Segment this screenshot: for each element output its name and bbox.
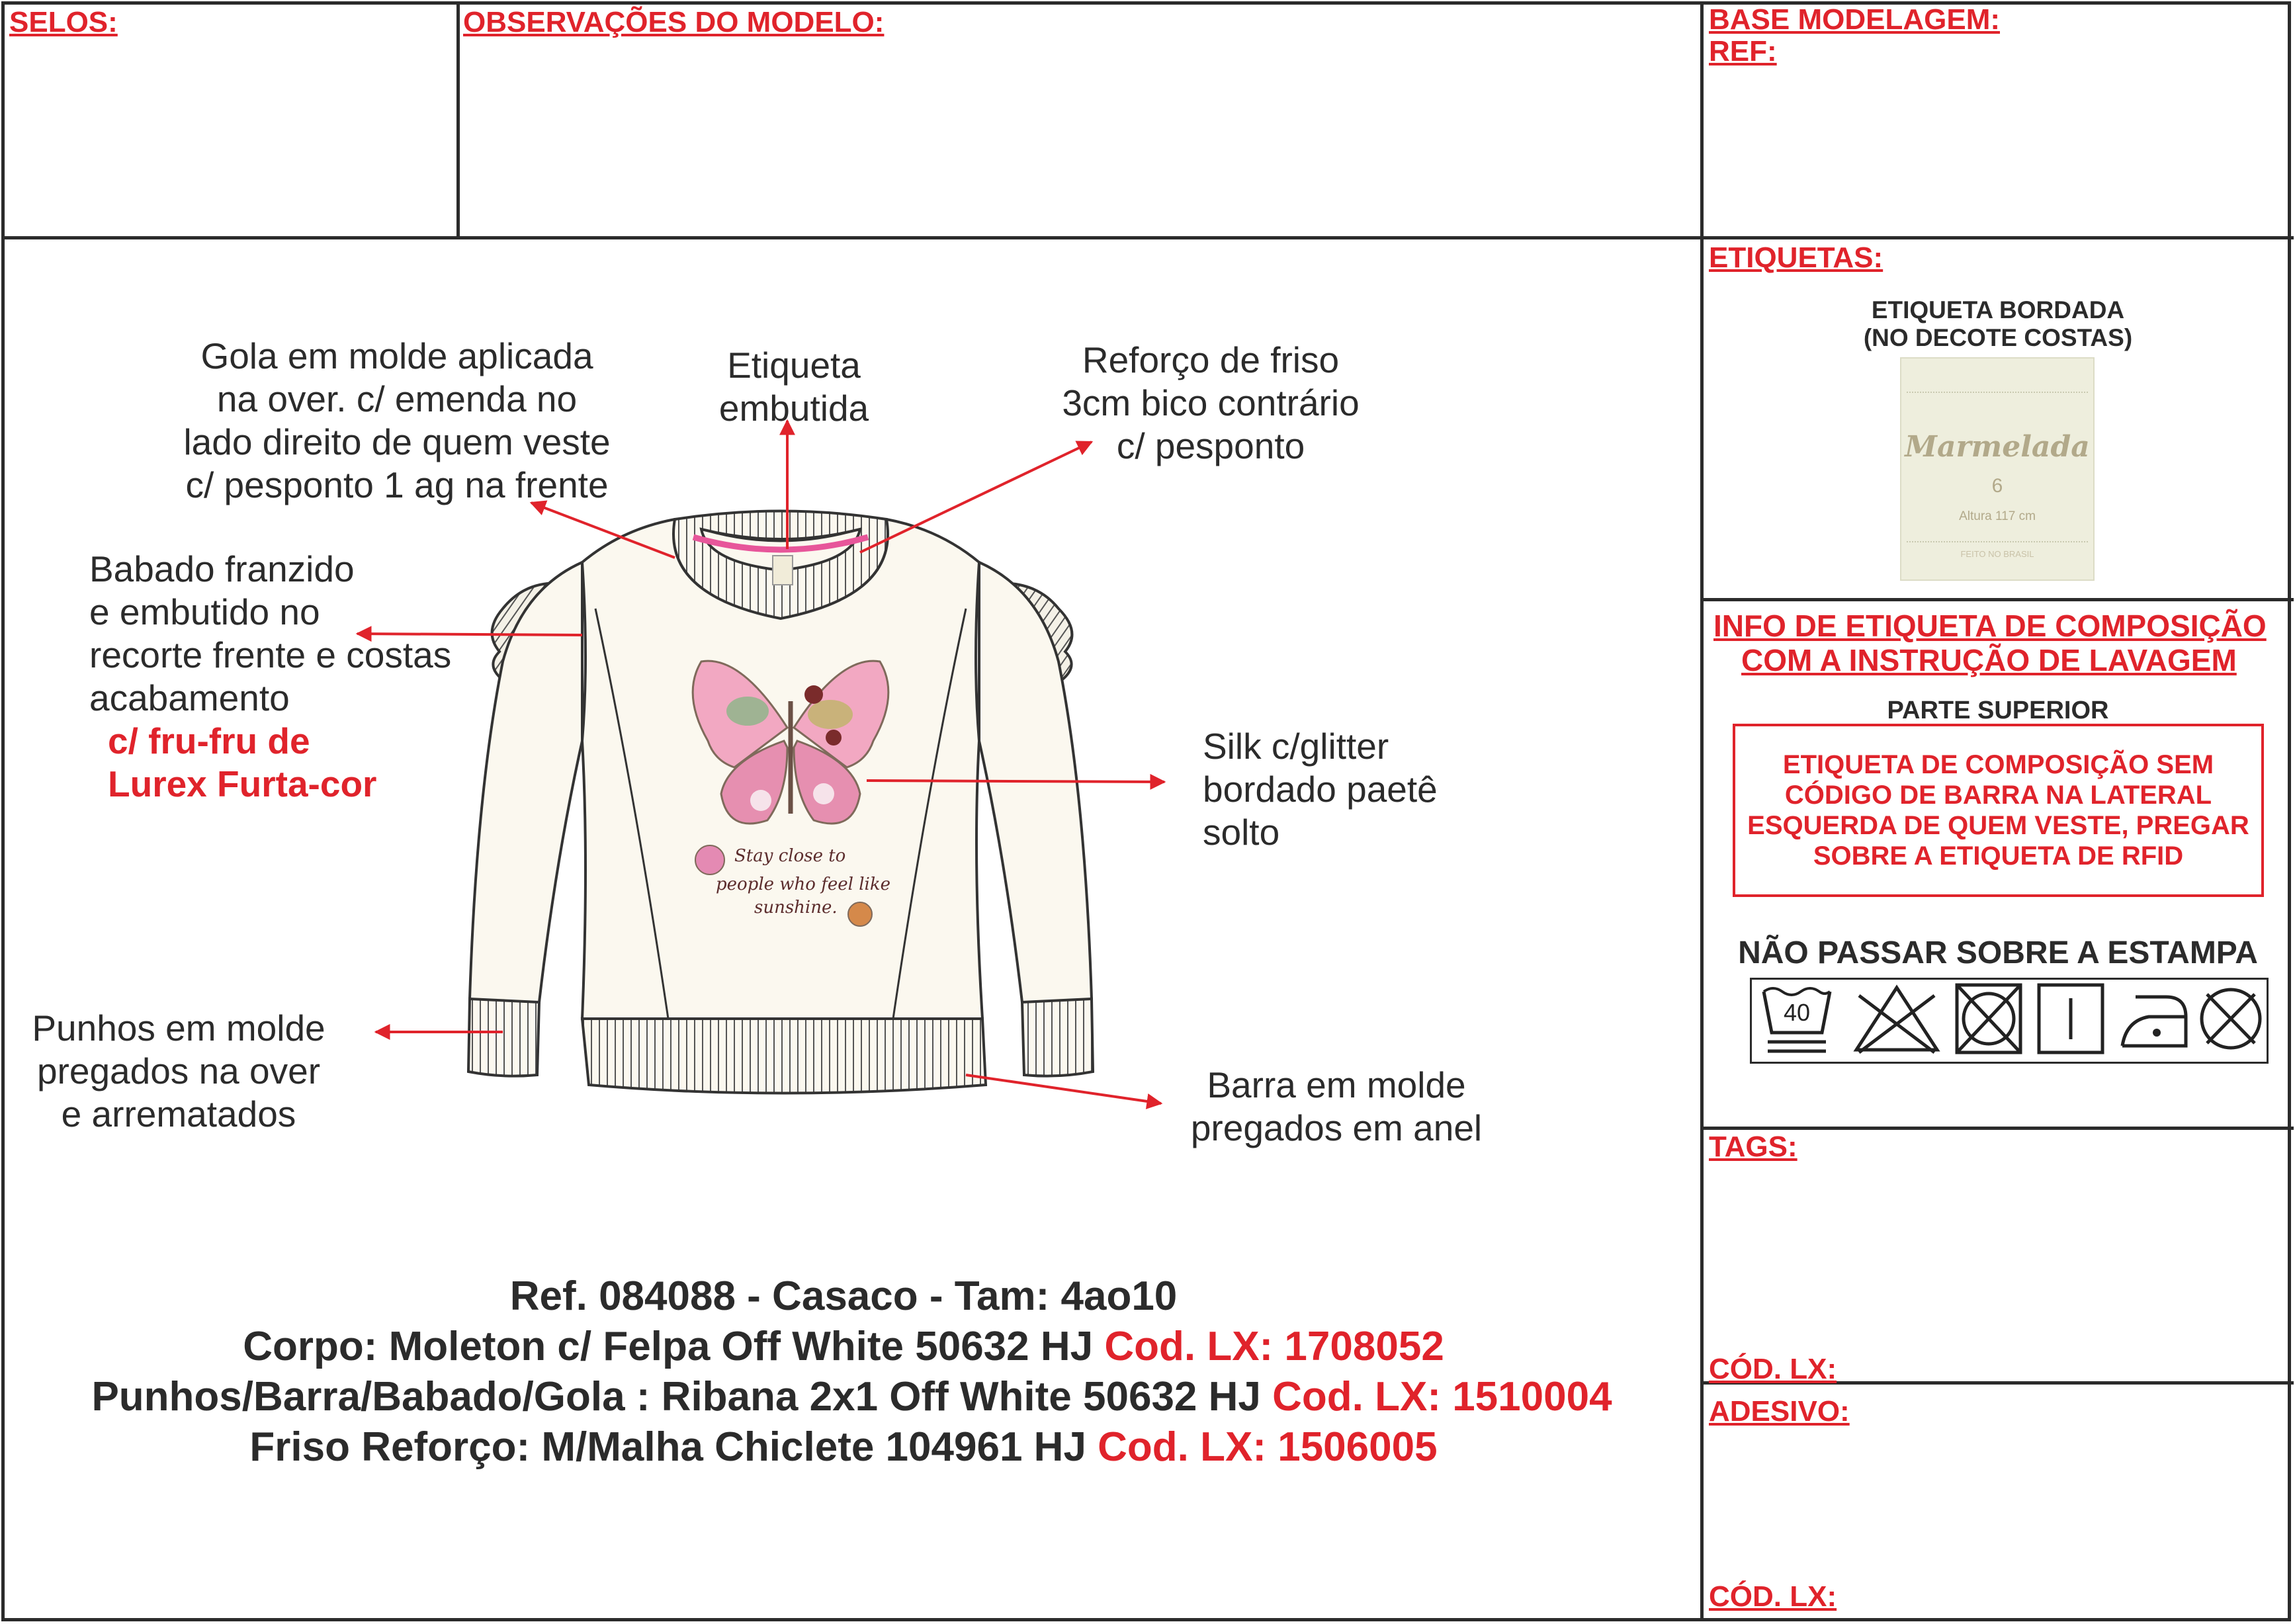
note-gola-line-1: Gola em molde aplicada bbox=[200, 335, 593, 376]
composition-line-2: CÓDIGO DE BARRA NA LATERAL bbox=[1784, 781, 2212, 810]
info-composicao-title-2: COM A INSTRUÇÃO DE LAVAGEM bbox=[1741, 643, 2237, 677]
note-silk-line-2: bordado paetê bbox=[1203, 769, 1438, 810]
note-barra bbox=[1164, 1064, 1508, 1150]
etiquetas-title: ETIQUETAS: bbox=[1709, 241, 1884, 274]
note-reforco bbox=[1032, 339, 1389, 468]
right-cuff bbox=[1022, 999, 1093, 1076]
info-composicao-title-1: INFO DE ETIQUETA DE COMPOSIÇÃO bbox=[1713, 609, 2267, 643]
note-silk-line-3: solto bbox=[1203, 812, 1280, 853]
label-title-2: (NO DECOTE COSTAS) bbox=[1863, 324, 2133, 351]
composition-line-4: SOBRE A ETIQUETA DE RFID bbox=[1813, 841, 2184, 871]
right-divider-2 bbox=[1700, 598, 2294, 601]
note-silk-line-1: Silk c/glitter bbox=[1203, 726, 1389, 767]
note-barra-line-2: pregados em anel bbox=[1190, 1107, 1483, 1148]
ref-line-3-code: Cod. LX: 1510004 bbox=[1272, 1374, 1612, 1420]
note-barra-line-1: Barra em molde bbox=[1207, 1064, 1466, 1105]
right-divider-1 bbox=[1700, 236, 2294, 239]
iron-low-icon bbox=[2117, 980, 2191, 1058]
note-babado-line-3: recorte frente e costas bbox=[89, 634, 452, 675]
ref-line-4-code: Cod. LX: 1506005 bbox=[1098, 1424, 1438, 1470]
print-line-1: Stay close to bbox=[734, 846, 846, 866]
brand-label-image bbox=[1900, 357, 2095, 581]
print-line-2: people who feel like bbox=[716, 875, 890, 894]
label-size: 6 bbox=[1991, 475, 2003, 497]
wash-40-icon bbox=[1760, 980, 1834, 1058]
right-sleeve bbox=[979, 562, 1092, 1005]
hem-band bbox=[582, 1019, 986, 1093]
composition-line-3: ESQUERDA DE QUEM VESTE, PREGAR bbox=[1747, 811, 2249, 840]
adesivo-cod-lx: CÓD. LX: bbox=[1709, 1580, 1837, 1613]
composition-box bbox=[1733, 724, 2264, 897]
no-tumble-dry-icon bbox=[1953, 980, 2024, 1058]
note-gola-line-3: lado direito de quem veste bbox=[183, 421, 611, 462]
note-babado-line-4: acabamento bbox=[89, 677, 290, 718]
note-punhos-line-2: pregados na over bbox=[36, 1050, 321, 1091]
ref-line-4-text: Friso Reforço: M/Malha Chiclete 104961 HJ bbox=[249, 1424, 1098, 1470]
label-title-1: ETIQUETA BORDADA bbox=[1871, 296, 2125, 323]
note-gola bbox=[165, 335, 628, 507]
no-bleach-icon bbox=[1851, 980, 1942, 1058]
note-silk bbox=[1203, 725, 1438, 854]
note-etiqueta-line-2: embutida bbox=[718, 388, 869, 429]
note-babado-line-2: e embutido no bbox=[89, 591, 320, 632]
ref-line-2-code: Cod. LX: 1708052 bbox=[1104, 1324, 1444, 1369]
arrow-silk bbox=[867, 781, 1164, 782]
note-babado bbox=[89, 548, 451, 806]
observacoes-title: OBSERVAÇÕES DO MODELO: bbox=[463, 6, 885, 38]
note-etiqueta-line-1: Etiqueta bbox=[727, 345, 861, 386]
note-babado-red-1: c/ fru-fru de bbox=[108, 720, 310, 761]
note-babado-line-1: Babado franzido bbox=[89, 548, 355, 589]
composition-line-1: ETIQUETA DE COMPOSIÇÃO SEM bbox=[1782, 750, 2214, 779]
ref-line-3-text: Punhos/Barra/Babado/Gola : Ribana 2x1 Off White 50632 HJ bbox=[91, 1374, 1273, 1420]
line-dry-icon bbox=[2035, 980, 2106, 1058]
arrow-barra bbox=[966, 1075, 1161, 1103]
note-reforco-line-1: Reforço de friso bbox=[1082, 339, 1340, 380]
note-gola-line-4: c/ pesponto 1 ag na frente bbox=[185, 464, 609, 505]
label-made-in: FEITO NO BRASIL bbox=[1960, 549, 2034, 559]
note-etiqueta bbox=[695, 344, 893, 430]
note-reforco-line-2: 3cm bico contrário bbox=[1062, 382, 1360, 423]
tags-title: TAGS: bbox=[1709, 1131, 1797, 1163]
note-punhos-line-1: Punhos em molde bbox=[32, 1007, 325, 1048]
right-divider-3 bbox=[1700, 1127, 2294, 1130]
ref-line-1: Ref. 084088 - Casaco - Tam: 4ao10 bbox=[509, 1273, 1178, 1319]
care-symbols bbox=[1750, 978, 2269, 1064]
adesivo-title: ADESIVO: bbox=[1709, 1395, 1850, 1428]
inner-label bbox=[773, 556, 793, 585]
ref-line-4 bbox=[0, 1422, 1687, 1473]
note-punhos-line-3: e arrematados bbox=[61, 1093, 296, 1134]
tags-cod-lx: CÓD. LX: bbox=[1709, 1353, 1837, 1385]
parte-superior: PARTE SUPERIOR bbox=[1887, 697, 2109, 724]
ref-line-3 bbox=[0, 1372, 1704, 1422]
left-sleeve bbox=[470, 562, 582, 1005]
print-line-3: sunshine. bbox=[754, 898, 838, 918]
wash-temp: 40 bbox=[1783, 999, 1811, 1026]
selos-title: SELOS: bbox=[9, 6, 118, 38]
note-punhos bbox=[13, 1007, 344, 1136]
no-iron-warning: NÃO PASSAR SOBRE A ESTAMPA bbox=[1738, 935, 2258, 970]
ref-title: REF: bbox=[1709, 35, 1777, 67]
label-brand: Marmelada bbox=[1905, 430, 2090, 464]
note-babado-red-2: Lurex Furta-cor bbox=[108, 763, 377, 804]
note-reforco-line-3: c/ pesponto bbox=[1116, 425, 1305, 466]
ref-line-2 bbox=[0, 1322, 1687, 1372]
no-dry-clean-icon bbox=[2196, 980, 2265, 1058]
label-height: Altura 117 cm bbox=[1959, 509, 2036, 523]
left-cuff bbox=[468, 999, 539, 1076]
ref-line-2-text: Corpo: Moleton c/ Felpa Off White 50632 HJ bbox=[243, 1324, 1105, 1369]
base-modelagem-title: BASE MODELAGEM: bbox=[1709, 3, 2000, 36]
note-gola-line-2: na over. c/ emenda no bbox=[216, 378, 578, 419]
